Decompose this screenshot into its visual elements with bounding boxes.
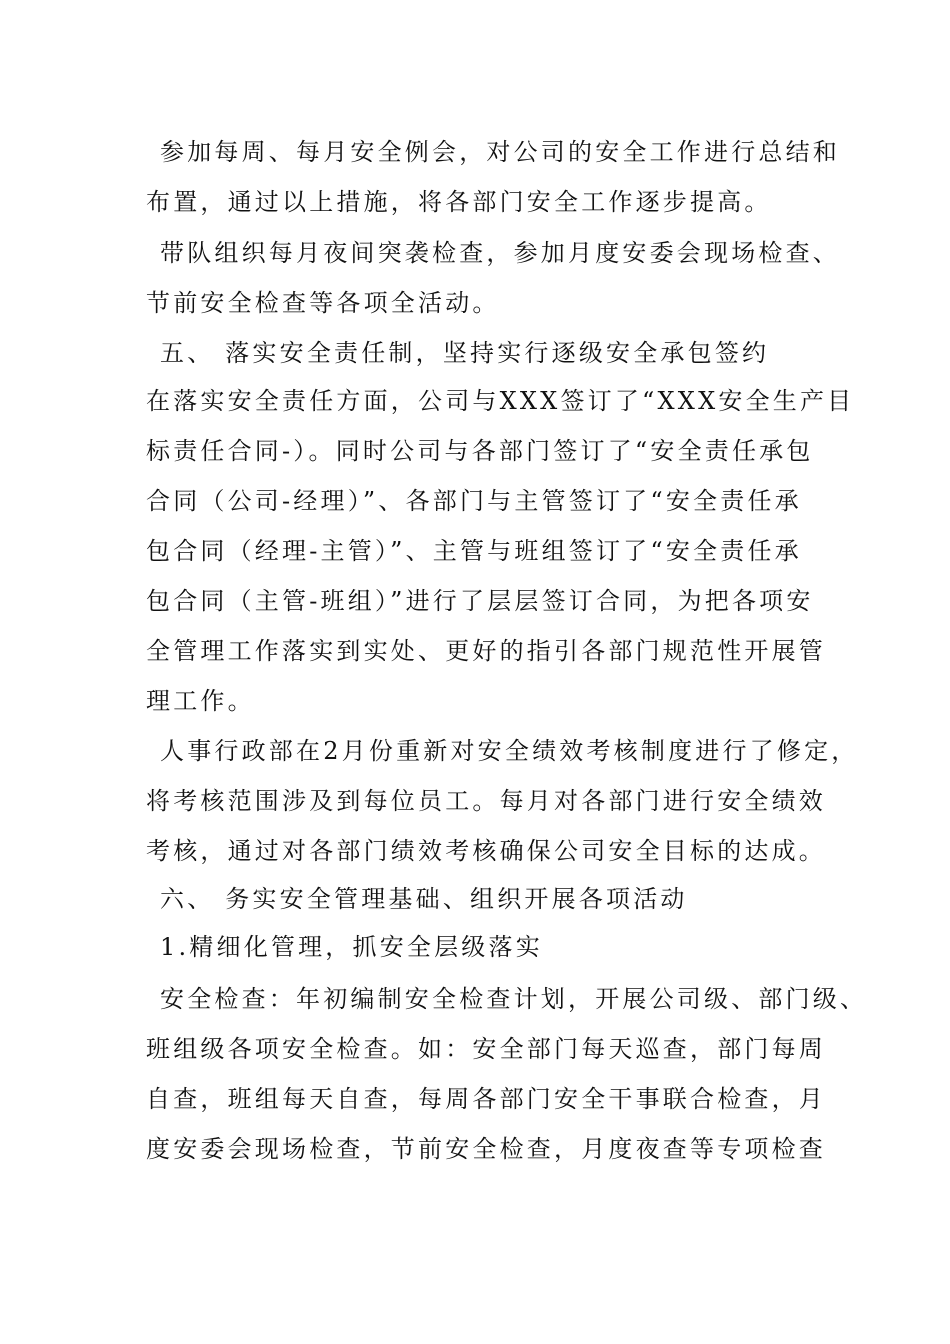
text-line: 理工作。 — [146, 687, 255, 715]
section-heading: 五、 落实安全责任制，坚持实行逐级安全承包签约 — [160, 339, 770, 367]
text-line: 标责任合同-）。同时公司与各部门签订了“安全责任承包 — [146, 437, 814, 465]
text-line: 合同（公司-经理）”、各部门与主管签订了“安全责任承 — [146, 487, 802, 515]
text-line: 度安委会现场检查，节前安全检查，月度夜查等专项检查 — [146, 1135, 826, 1163]
text-line: 人事行政部在2月份重新对安全绩效考核制度进行了修定， — [160, 737, 859, 765]
text-line: 布置，通过以上措施，将各部门安全工作逐步提高。 — [146, 188, 772, 216]
text-line: 全管理工作落实到实处、更好的指引各部门规范性开展管 — [146, 637, 826, 665]
text-line: 班组级各项安全检查。如：安全部门每天巡查，部门每周 — [146, 1035, 826, 1063]
text-line: 自查，班组每天自查，每周各部门安全干事联合检查，月 — [146, 1085, 826, 1113]
text-line: 带队组织每月夜间突袭检查，参加月度安委会现场检查、 — [160, 239, 840, 267]
section-heading: 六、 务实安全管理基础、组织开展各项活动 — [160, 885, 688, 913]
text-line: 包合同（主管-班组）”进行了层层签订合同，为把各项安 — [146, 587, 814, 615]
text-line: 考核，通过对各部门绩效考核确保公司安全目标的达成。 — [146, 837, 826, 865]
text-line: 安全检查：年初编制安全检查计划，开展公司级、部门级、 — [160, 985, 868, 1013]
text-line: 参加每周、每月安全例会，对公司的安全工作进行总结和 — [160, 138, 840, 166]
text-line: 节前安全检查等各项全活动。 — [146, 289, 500, 317]
text-line: 在落实安全责任方面，公司与XXX签订了“XXX安全生产目 — [146, 387, 855, 415]
text-line: 将考核范围涉及到每位员工。每月对各部门进行安全绩效 — [146, 787, 826, 815]
text-line: 包合同（经理-主管）”、主管与班组签订了“安全责任承 — [146, 537, 802, 565]
subsection-heading: 1.精细化管理，抓安全层级落实 — [160, 933, 543, 961]
